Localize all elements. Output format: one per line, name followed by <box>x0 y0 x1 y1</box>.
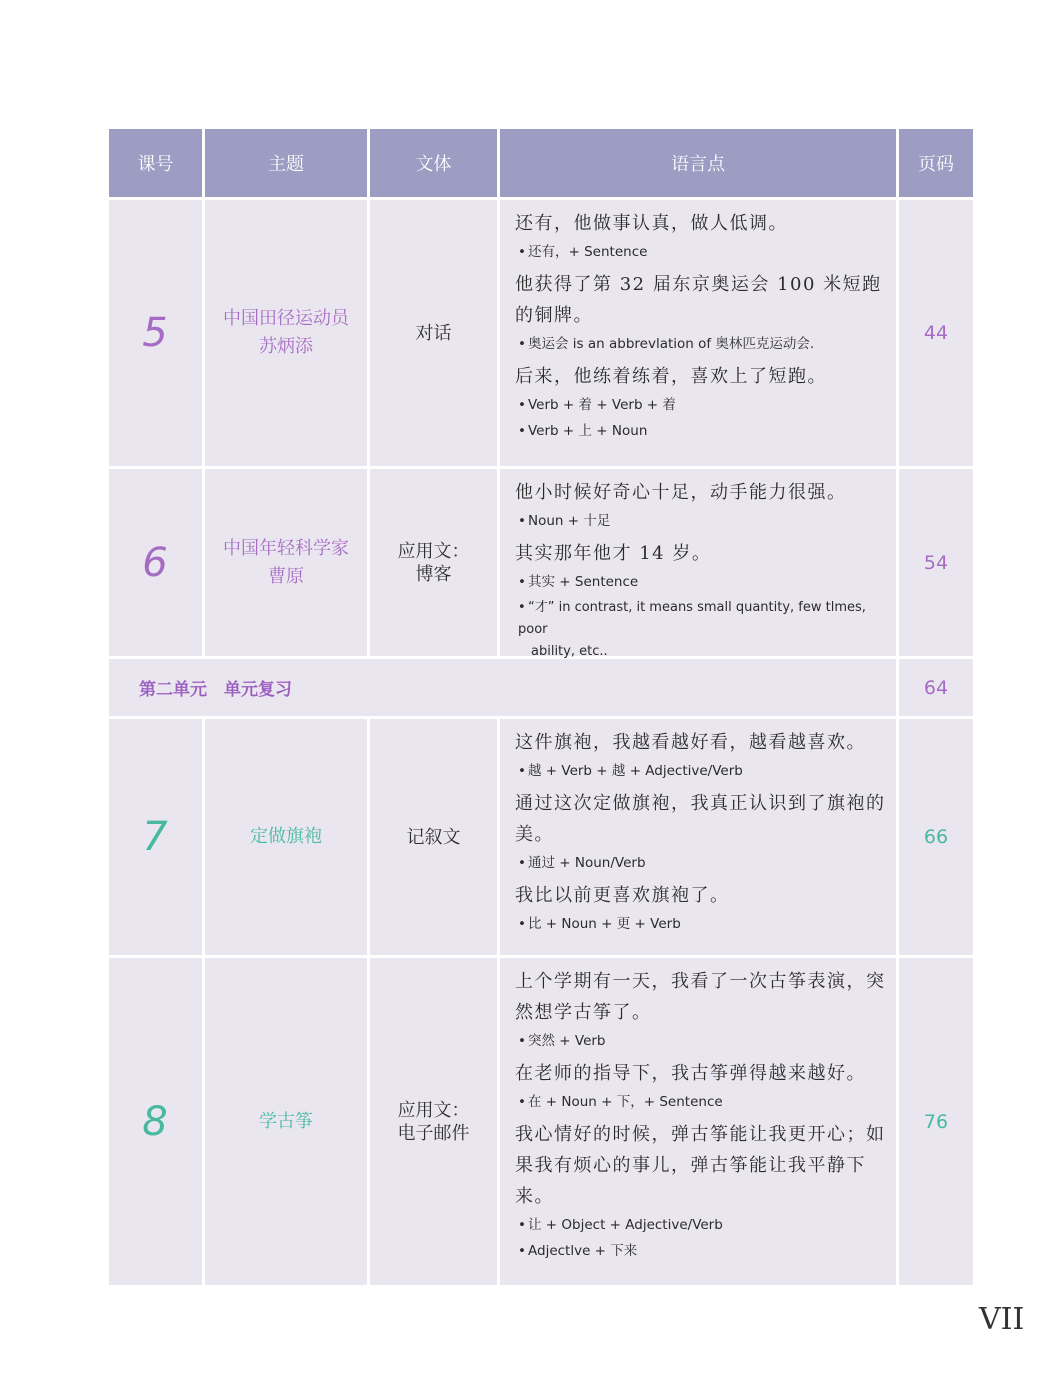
lesson-genre: 对话 <box>415 322 452 344</box>
lesson-number: 5 <box>142 310 169 356</box>
page-number-link[interactable]: 76 <box>923 1110 949 1133</box>
example-sentence: 上个学期有一天，我看了一次古筝表演，突然想学古筝了。 <box>515 971 886 1023</box>
header-lesson: 课号 <box>109 129 205 200</box>
lesson-number-cell <box>109 719 205 958</box>
lesson-topic <box>223 305 349 361</box>
page-number-link[interactable]: 44 <box>923 322 949 344</box>
topic-cell <box>205 469 370 659</box>
example-sentence: 这件旗袍，我越看越好看，越看越喜欢。 <box>515 732 866 753</box>
lesson-number: 7 <box>142 814 169 860</box>
lesson-topic <box>223 535 349 591</box>
genre-cell <box>370 469 500 659</box>
grammar-point: • 其实 + Sentence <box>518 574 639 590</box>
grammar-point: • “才” in contrast, it means small quantity, few tlmes, poor ability, etc.. <box>518 600 866 659</box>
page-number-link[interactable]: 54 <box>923 551 949 574</box>
grammar-point: • 突然 + Verb <box>518 1033 606 1049</box>
page-cell <box>899 200 973 469</box>
grammar-point: • Verb + 着 + Verb + 着 <box>518 397 676 413</box>
table-header-row <box>109 129 973 200</box>
genre-line: 应用文： <box>397 540 470 562</box>
lesson-topic: 定做旗袍 <box>250 826 322 847</box>
page-number-link[interactable]: 64 <box>923 676 949 699</box>
table-row-lesson-8 <box>109 958 973 1288</box>
grammar-point: • 奥运会 is an abbrevlation of 奥林匹克运动会. <box>518 336 815 352</box>
header-genre: 文体 <box>370 129 500 200</box>
grammar-point: • 越 + Verb + 越 + Adjective/Verb <box>518 763 743 779</box>
genre-cell <box>370 200 500 469</box>
language-points-cell <box>500 719 899 958</box>
lesson-topic: 学古筝 <box>259 1110 313 1132</box>
genre-line: 应用文： <box>397 1099 470 1121</box>
genre-cell <box>370 719 500 958</box>
page-number-link[interactable]: 66 <box>923 826 949 848</box>
header-page: 页码 <box>899 129 973 200</box>
contents-table <box>109 129 973 1288</box>
grammar-point: • Verb + 上 + Noun <box>518 423 648 439</box>
example-sentence: 他小时候好奇心十足，动手能力很强。 <box>515 482 847 503</box>
table-row-lesson-7 <box>109 719 973 958</box>
example-sentence: 在老师的指导下，我古筝弹得越来越好。 <box>515 1063 866 1084</box>
example-sentence: 我心情好的时候，弹古筝能让我更开心；如果我有烦心的事儿，弹古筝能让我平静下来。 <box>515 1124 886 1207</box>
header-topic: 主题 <box>205 129 370 200</box>
genre-line: 电子邮件 <box>397 1122 470 1144</box>
page-folio: VII <box>979 1302 1025 1337</box>
example-sentence: 后来，他练着练着，喜欢上了短跑。 <box>515 366 827 387</box>
lesson-number-cell <box>109 469 205 659</box>
topic-cell <box>205 958 370 1288</box>
page-cell <box>899 659 973 719</box>
lesson-genre: 记叙文 <box>406 826 461 848</box>
example-sentence: 其实那年他才 14 岁。 <box>515 543 712 564</box>
unit-review-label: 第二单元 单元复习 <box>109 659 899 719</box>
example-sentence: 我比以前更喜欢旗袍了。 <box>515 885 730 906</box>
language-points-cell <box>500 958 899 1288</box>
lesson-number-cell <box>109 200 205 469</box>
example-sentence: 还有，他做事认真，做人低调。 <box>515 213 788 234</box>
example-sentence: 通过这次定做旗袍，我真正认识到了旗袍的美。 <box>515 793 886 845</box>
topic-line: 苏炳添 <box>259 336 313 357</box>
example-sentence: 他获得了第 32 届东京奥运会 100 米短跑的铜牌。 <box>515 274 882 326</box>
topic-line: 中国田径运动员 <box>223 308 349 329</box>
topic-line: 曹原 <box>268 565 304 587</box>
lesson-number: 6 <box>142 539 169 586</box>
grammar-point: • Adjectlve + 下来 <box>518 1243 638 1259</box>
page-cell <box>899 719 973 958</box>
table-row-unit-review <box>109 659 973 719</box>
lesson-genre <box>398 1099 470 1145</box>
page-cell <box>899 469 973 659</box>
genre-cell <box>370 958 500 1288</box>
genre-line: 博客 <box>415 563 452 585</box>
header-points: 语言点 <box>500 129 899 200</box>
topic-line: 中国年轻科学家 <box>223 537 349 559</box>
language-points-cell <box>500 469 899 659</box>
table-row-lesson-6 <box>109 469 973 659</box>
lesson-genre <box>398 540 470 586</box>
lesson-number: 8 <box>142 1098 169 1145</box>
lesson-number-cell <box>109 958 205 1288</box>
language-points-cell <box>500 200 899 469</box>
grammar-point: • 让 + Object + Adjective/Verb <box>518 1217 723 1233</box>
page-cell <box>899 958 973 1288</box>
grammar-point: • Noun + 十足 <box>518 513 611 529</box>
topic-cell <box>205 200 370 469</box>
table-row-lesson-5 <box>109 200 973 469</box>
grammar-point: • 通过 + Noun/Verb <box>518 855 646 871</box>
grammar-point: • 还有，+ Sentence <box>518 244 648 260</box>
grammar-point: • 比 + Noun + 更 + Verb <box>518 916 681 932</box>
grammar-point: • 在 + Noun + 下，+ Sentence <box>518 1094 723 1110</box>
topic-cell <box>205 719 370 958</box>
